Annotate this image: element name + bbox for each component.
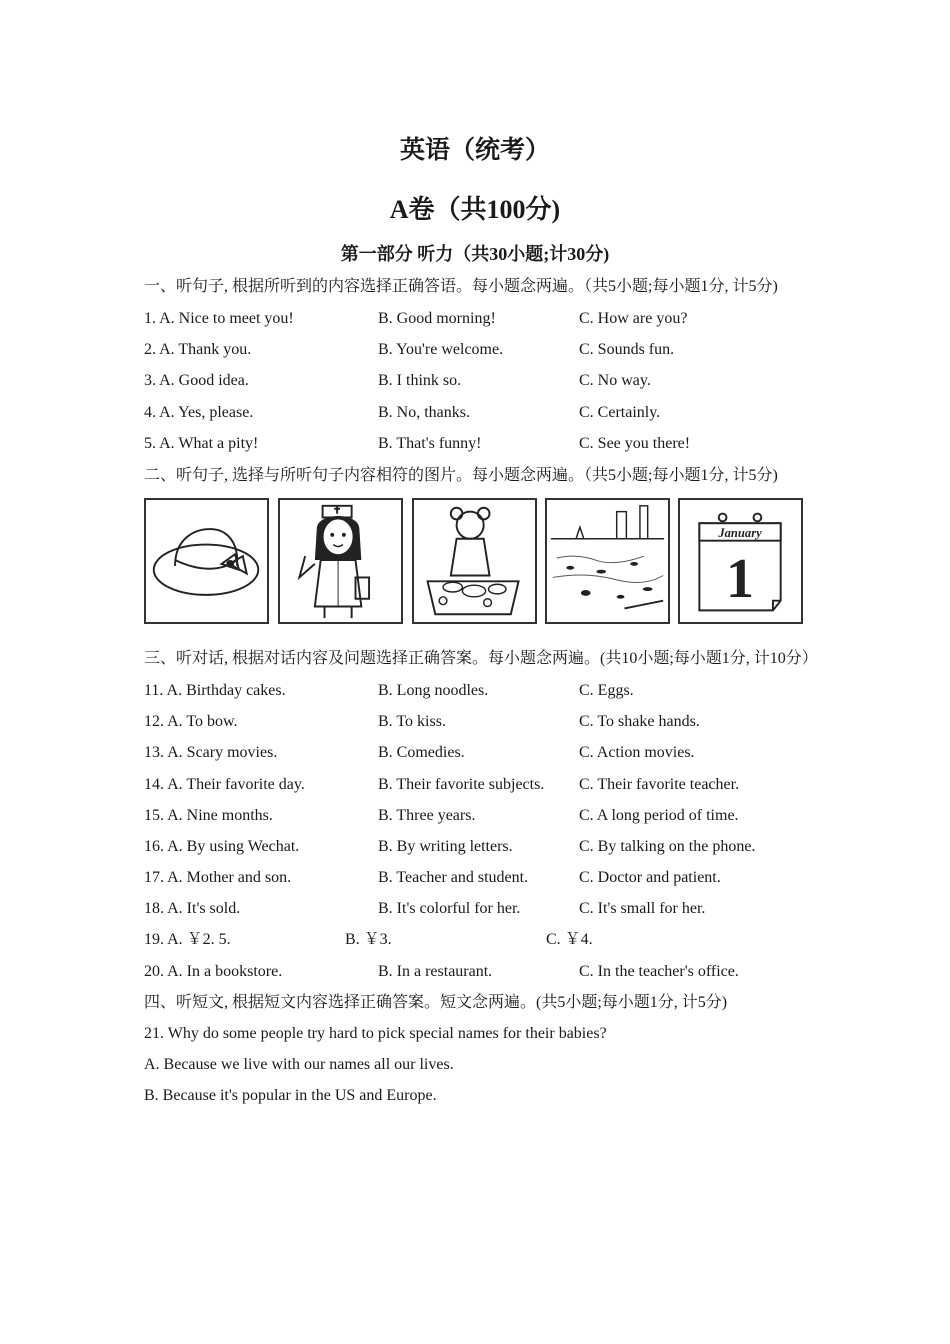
option-b: B. Good morning! xyxy=(378,310,496,327)
option-a: 4. A. Yes, please. xyxy=(144,403,254,421)
option-b: B. I think so. xyxy=(378,372,462,390)
question-21-option-a: A. Because we live with our names all our lives. xyxy=(144,1056,454,1074)
option-c: C. Doctor and patient. xyxy=(579,869,721,887)
question-row xyxy=(144,769,810,800)
section3-instruction: 三、听对话, 根据对话内容及问题选择正确答案。每小题念两遍。(共10小题;每小题1分, 计10分） xyxy=(144,649,818,667)
option-b: B. You're welcome. xyxy=(378,341,504,359)
option-c: C. To shake hands. xyxy=(579,713,700,731)
exam-content xyxy=(144,270,818,1112)
section1-questions xyxy=(144,303,810,459)
option-a: 15. A. Nine months. xyxy=(144,806,273,824)
option-b: B. Their favorite subjects. xyxy=(378,775,545,793)
question-21-option-b: B. Because it's popular in the US and Europe. xyxy=(144,1087,437,1105)
option-a: 13. A. Scary movies. xyxy=(144,744,278,762)
option-c: C. Action movies. xyxy=(579,744,695,762)
calendar-icon xyxy=(678,498,803,624)
volume-title: A卷（共100分) xyxy=(389,195,561,224)
option-b: B. No, thanks. xyxy=(378,403,470,421)
option-c: C. No way. xyxy=(579,372,651,390)
option-b: B. By writing letters. xyxy=(378,837,513,855)
littered-beach-icon xyxy=(545,498,670,624)
calendar-day: 1 xyxy=(725,547,755,610)
exam-title: 英语（统考） xyxy=(399,137,550,164)
question-row xyxy=(144,862,810,893)
option-c: C. Sounds fun. xyxy=(579,341,675,359)
hat-icon xyxy=(144,498,269,624)
part-title: 第一部分 听力（共30小题;计30分) xyxy=(340,244,610,264)
question-row xyxy=(144,800,810,831)
question-row xyxy=(144,831,810,862)
section4-instruction: 四、听短文, 根据短文内容选择正确答案。短文念两遍。(共5小题;每小题1分, 计5分) xyxy=(144,993,728,1011)
question-row xyxy=(144,924,810,955)
option-c: C. A long period of time. xyxy=(579,806,739,824)
question-row xyxy=(144,397,810,428)
option-b: B. That's funny! xyxy=(378,434,482,452)
option-c: C. In the teacher's office. xyxy=(579,962,739,980)
option-b: B. In a restaurant. xyxy=(378,962,493,980)
option-a: 5. A. What a pity! xyxy=(144,434,259,452)
option-a: 18. A. It's sold. xyxy=(144,900,241,918)
option-b: B. To kiss. xyxy=(378,713,446,731)
question-row xyxy=(144,737,810,768)
nurse-icon xyxy=(278,498,403,624)
girl-washing-dishes-icon xyxy=(412,498,537,624)
section2-instruction: 二、听句子, 选择与所听句子内容相符的图片。每小题念两遍。（共5小题;每小题1分, 计5分) xyxy=(144,466,778,484)
option-a: 20. A. In a bookstore. xyxy=(144,962,283,980)
question-row xyxy=(144,675,810,706)
option-a: 2. A. Thank you. xyxy=(144,341,252,359)
question-row xyxy=(144,893,810,924)
option-a: 19. A. ￥2. 5. xyxy=(144,931,231,949)
option-c: C. Eggs. xyxy=(579,681,634,699)
option-c: C. It's small for her. xyxy=(579,900,706,918)
picture-strip xyxy=(144,498,810,624)
option-a: 14. A. Their favorite day. xyxy=(144,775,305,793)
option-b: B. Three years. xyxy=(378,806,476,824)
option-c: C. See you there! xyxy=(579,434,691,452)
option-c: C. How are you? xyxy=(579,310,688,327)
option-a: 16. A. By using Wechat. xyxy=(144,837,300,855)
option-a: 3. A. Good idea. xyxy=(144,372,249,390)
question-row xyxy=(144,303,810,334)
option-b: B. Comedies. xyxy=(378,744,465,762)
question-21: 21. Why do some people try hard to pick special names for their babies? xyxy=(144,1025,607,1042)
question-row xyxy=(144,428,810,459)
option-b: B. Teacher and student. xyxy=(378,869,529,887)
option-c: C. Their favorite teacher. xyxy=(579,775,740,793)
question-row xyxy=(144,706,810,737)
option-a: 12. A. To bow. xyxy=(144,713,238,731)
option-b: B. It's colorful for her. xyxy=(378,900,521,918)
option-a: 1. A. Nice to meet you! xyxy=(144,310,294,327)
section1-instruction: 一、听句子, 根据所听到的内容选择正确答语。每小题念两遍。（共5小题;每小题1分, 计5分) xyxy=(144,278,778,295)
question-row xyxy=(144,334,810,365)
section3-questions xyxy=(144,675,810,987)
question-row xyxy=(144,956,810,987)
option-a: 11. A. Birthday cakes. xyxy=(144,681,286,699)
option-b: B. Long noodles. xyxy=(378,681,489,699)
option-b: B. ￥3. xyxy=(345,931,392,949)
option-c: C. By talking on the phone. xyxy=(579,837,756,855)
option-c: C. ￥4. xyxy=(546,931,593,949)
question-row xyxy=(144,365,810,396)
calendar-month: January xyxy=(718,525,762,540)
option-a: 17. A. Mother and son. xyxy=(144,869,292,887)
option-c: C. Certainly. xyxy=(579,403,661,421)
